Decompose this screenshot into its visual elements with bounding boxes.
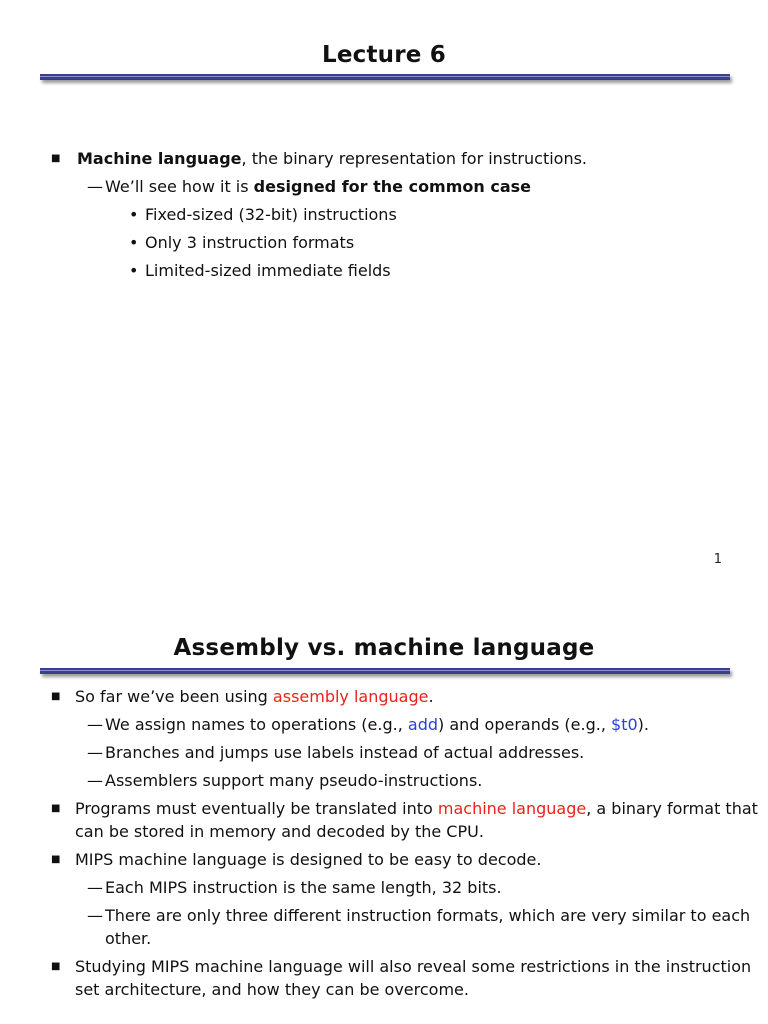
square-bullet-icon: ■ — [51, 691, 61, 702]
bullet-text: Branches and jumps use labels instead of actual addresses. — [105, 743, 585, 762]
bullet-text: , the binary representation for instructions. — [241, 149, 588, 168]
highlight-term: machine language — [437, 799, 587, 818]
bullet-text: There are only three different instruction formats, which are very similar to each other. — [105, 906, 751, 948]
dash-bullet-icon: — — [87, 177, 103, 196]
bullet-text: ) and operands (e.g., — [438, 715, 612, 734]
code-term: $t0 — [611, 715, 638, 734]
bullet-text: Each MIPS instruction is the same length, 32 bits. — [105, 878, 502, 897]
sub-bullet-item — [0, 876, 768, 899]
sub-bullet-item — [0, 904, 768, 950]
bullet-text: Assemblers support many pseudo-instructions. — [105, 771, 483, 790]
square-bullet-icon: ■ — [51, 961, 61, 972]
sub-bullet-item — [0, 175, 768, 198]
bullet-text: We’ll see how it is — [105, 177, 254, 196]
bold-term: designed for the common case — [253, 177, 532, 196]
title-rule — [40, 74, 730, 80]
dot-bullet-icon: • — [129, 205, 139, 224]
slide-title: Assembly vs. machine language — [173, 635, 595, 661]
sub-bullet-item — [0, 769, 768, 792]
sub-bullet-item — [0, 713, 768, 736]
bullet-item — [0, 685, 768, 708]
dot-bullet-icon: • — [129, 261, 139, 280]
slide-content — [0, 685, 768, 1006]
sub-sub-bullet-item — [0, 231, 768, 254]
bullet-text: Studying MIPS machine language will also reveal some restrictions in the instruction set architecture, and how they can be overcome. — [75, 957, 752, 999]
bullet-item — [0, 848, 768, 871]
square-bullet-icon: ■ — [51, 153, 61, 164]
bullet-item — [0, 955, 768, 1001]
sub-sub-bullet-item — [0, 203, 768, 226]
bullet-text: ). — [637, 715, 649, 734]
highlight-term: assembly language — [272, 687, 429, 706]
code-term: add — [407, 715, 439, 734]
slide-content — [0, 147, 768, 287]
sub-sub-bullet-item — [0, 259, 768, 282]
bullet-text: Fixed-sized (32-bit) instructions — [145, 205, 397, 224]
dash-bullet-icon: — — [87, 715, 103, 734]
dash-bullet-icon: — — [87, 878, 103, 897]
dash-bullet-icon: — — [87, 906, 103, 925]
slide-2 — [0, 596, 768, 1024]
sub-bullet-item — [0, 741, 768, 764]
bullet-text: Programs must eventually be translated into — [75, 799, 438, 818]
square-bullet-icon: ■ — [51, 854, 61, 865]
dash-bullet-icon: — — [87, 743, 103, 762]
bullet-text: We assign names to operations (e.g., — [105, 715, 408, 734]
bullet-text: , a binary format that can be stored in memory and decoded by the CPU. — [75, 799, 758, 841]
bullet-text: . — [428, 687, 434, 706]
bullet-item — [0, 797, 768, 843]
bold-term: Machine language — [77, 149, 242, 168]
bullet-text: Only 3 instruction formats — [145, 233, 355, 252]
square-bullet-icon: ■ — [51, 803, 61, 814]
bullet-text: So far we’ve been using — [75, 687, 273, 706]
bullet-text: MIPS machine language is designed to be easy to decode. — [75, 850, 542, 869]
bullet-text: Limited-sized immediate fields — [145, 261, 391, 280]
slide-title: Lecture 6 — [321, 42, 446, 68]
dot-bullet-icon: • — [129, 233, 139, 252]
page-number: 1 — [713, 552, 722, 567]
dash-bullet-icon: — — [87, 771, 103, 790]
title-rule — [40, 668, 730, 674]
bullet-item — [0, 147, 768, 170]
